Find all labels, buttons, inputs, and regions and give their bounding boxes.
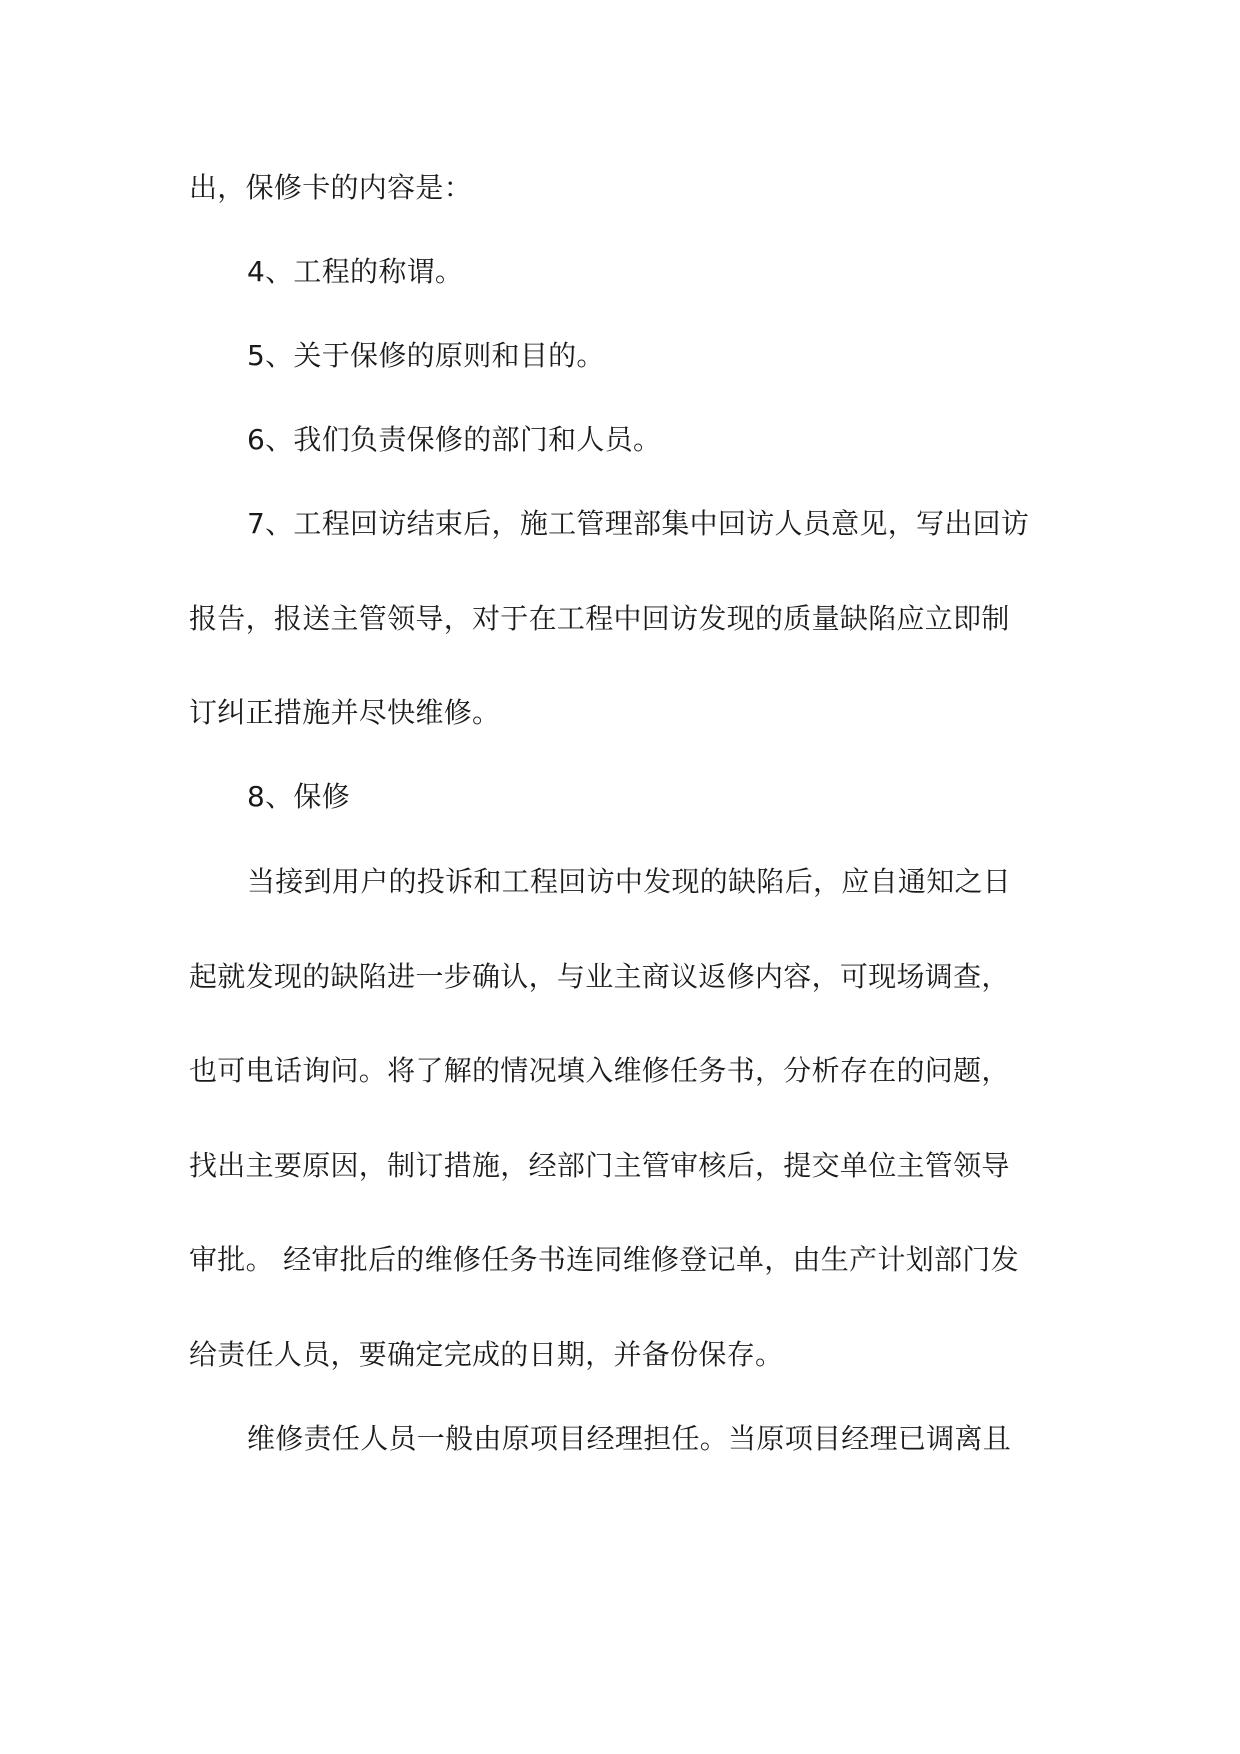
paragraph-1-line-5: 审批。 经审批后的维修任务书连同维修登记单，由生产计划部门发 (189, 1243, 1019, 1276)
paragraph-1-line-4: 找出主要原因，制订措施，经部门主管审核后，提交单位主管领导 (189, 1149, 1010, 1182)
list-item-7-cont-1: 报告，报送主管领导，对于在工程中回访发现的质量缺陷应立即制 (189, 602, 1010, 635)
text-line-1: 出，保修卡的内容是： (189, 171, 473, 204)
list-item-6: 6、我们负责保修的部门和人员。 (247, 423, 662, 456)
list-item-7-cont-2: 订纠正措施并尽快维修。 (189, 696, 501, 729)
paragraph-2-line-1: 维修责任人员一般由原项目经理担任。当原项目经理已调离且 (247, 1422, 1012, 1455)
list-item-5: 5、关于保修的原则和目的。 (247, 339, 605, 372)
section-heading-8: 8、保修 (247, 780, 351, 813)
document-body (189, 168, 1057, 1459)
list-item-7: 7、工程回访结束后，施工管理部集中回访人员意见，写出回访 (247, 507, 1030, 540)
paragraph-1-line-2: 起就发现的缺陷进一步确认，与业主商议返修内容，可现场调查， (189, 960, 1010, 993)
paragraph-1-line-1: 当接到用户的投诉和工程回访中发现的缺陷后，应自通知之日 (247, 865, 1012, 898)
paragraph-1-line-3: 也可电话询问。将了解的情况填入维修任务书，分析存在的问题， (189, 1054, 1010, 1087)
list-item-4: 4、工程的称谓。 (247, 255, 464, 288)
paragraph-1-line-6: 给责任人员，要确定完成的日期，并备份保存。 (189, 1338, 784, 1371)
